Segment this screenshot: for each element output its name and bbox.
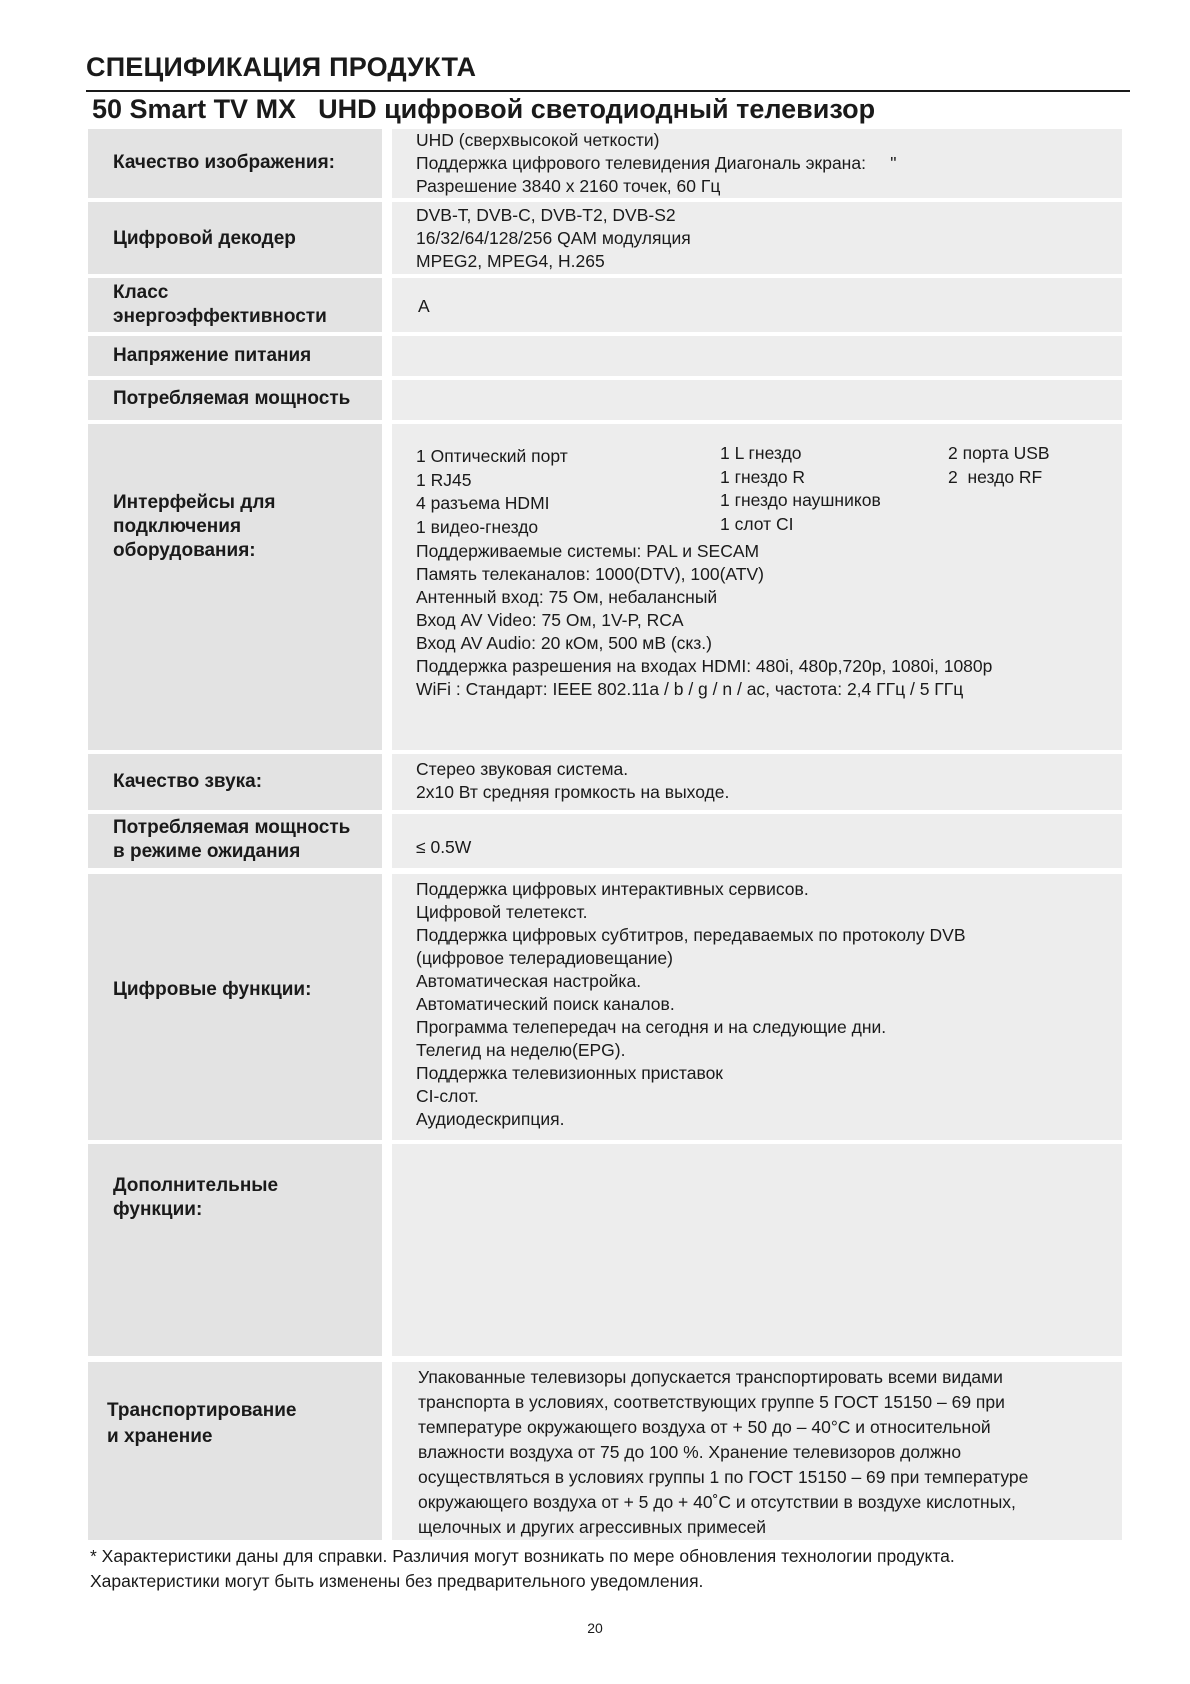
spec-label-cell (88, 874, 382, 1140)
value-line: Антенный вход: 75 Ом, небалансный (416, 587, 718, 607)
value-line: (цифровое телерадиовещание) (416, 948, 673, 968)
spec-label-cell (88, 1144, 382, 1356)
spec-value: ≤ 0.5W (416, 837, 472, 857)
label-line: Потребляемая мощность (113, 817, 351, 838)
interface-item: 1 RJ45 (416, 469, 472, 490)
interface-item: 1 Оптический порт (416, 446, 568, 466)
spec-value-cell (392, 814, 1122, 868)
spec-label-cell (88, 424, 382, 750)
label-line: оборудования: (113, 540, 256, 561)
spec-row-transport-storage (88, 1362, 1122, 1540)
interface-item: 1 гнездо наушников (720, 490, 881, 510)
value-line: CI-слот. (416, 1086, 479, 1106)
value-line: 16/32/64/128/256 QAM модуляция (416, 228, 691, 248)
title-divider (86, 90, 1130, 92)
spec-label-cell (88, 336, 382, 376)
interface-item: 1 видео-гнездо (416, 516, 539, 537)
value-line: окружающего воздуха от + 5 до + 40˚С и отсутствии в воздухе кислотных, (418, 1492, 1016, 1512)
spec-row-standby (88, 814, 1122, 868)
spec-label: Цифровые функции: (113, 979, 312, 1000)
value-line: DVB-T, DVB-C, DVB-T2, DVB-S2 (416, 205, 676, 225)
spec-label-cell (88, 278, 382, 332)
value-line: Разрешение 3840 х 2160 точек, 60 Гц (416, 176, 721, 196)
interfaces-grid (416, 442, 1126, 542)
value-line: щелочных и других агрессивных примесей (418, 1517, 767, 1537)
page-number: 20 (587, 1620, 603, 1636)
value-line: Вход AV Video: 75 Ом, 1V-P, RCA (416, 610, 684, 630)
spec-label-cell (88, 202, 382, 274)
spec-value-cell (392, 754, 1122, 810)
value-line: Поддержка телевизионных приставок (416, 1063, 723, 1083)
spec-label (113, 491, 276, 563)
spec-value-cell (392, 278, 1122, 332)
spec-label: Цифровой декодер (113, 228, 296, 249)
spec-label (113, 281, 327, 329)
interface-item: 1 гнездо R (720, 466, 806, 487)
label-line: функции: (113, 1199, 203, 1220)
spec-value (416, 204, 691, 273)
page-title: СПЕЦИФИКАЦИЯ ПРОДУКТА (86, 52, 477, 82)
value-line: Автоматическая настройка. (416, 971, 642, 991)
product-type: UHD цифровой светодиодный телевизор (318, 94, 876, 124)
spec-row-energy-class (88, 278, 1122, 332)
spec-label: Качество звука: (113, 771, 263, 792)
interfaces-col-1 (416, 445, 568, 539)
value-line: Поддержка цифровых интерактивных сервисов. (416, 879, 809, 899)
value-line: Программа телепередач на сегодня и на следующие дни. (416, 1017, 887, 1037)
value-line: Телегид на неделю(EPG). (416, 1040, 626, 1060)
spec-row-decoder (88, 202, 1122, 274)
value-line: транспорта в условиях, соответствующих группе 5 ГОСТ 15150 – 69 при (418, 1392, 1005, 1412)
footnote-line: * Характеристики даны для справки. Различия могут возникать по мере обновления технологии продукта. (90, 1546, 955, 1566)
spec-label (113, 816, 350, 864)
spec-value-cell (392, 202, 1122, 274)
interface-item: 4 разъема HDMI (416, 493, 550, 513)
value-line: осуществляться в условиях группы 1 по ГОСТ 15150 – 69 при температуре (418, 1467, 1029, 1487)
product-subtitle (92, 94, 875, 125)
spec-label-cell (88, 129, 382, 198)
spec-row-power (88, 380, 1122, 420)
spec-row-voltage (88, 336, 1122, 376)
spec-label: Качество изображения: (113, 152, 335, 173)
spec-value-cell (392, 336, 1122, 376)
value-line: Память телеканалов: 1000(DTV), 100(ATV) (416, 564, 764, 584)
spec-label (107, 1398, 296, 1450)
spec-label: Напряжение питания (113, 345, 312, 366)
interface-item: 1 L гнездо (720, 443, 802, 463)
value-line: UHD (сверхвысокой четкости) (416, 130, 660, 150)
spec-value (416, 878, 966, 1131)
value-line: Упакованные телевизоры допускается транспортировать всеми видами (418, 1367, 1003, 1387)
label-line: Транспортирование (107, 1400, 297, 1421)
spec-row-additional-functions (88, 1144, 1122, 1356)
value-line: MPEG2, MPEG4, H.265 (416, 251, 605, 271)
label-line: в режиме ожидания (113, 841, 301, 862)
footnote-line: Характеристики могут быть изменены без предварительного уведомления. (90, 1571, 704, 1591)
spec-value-cell (392, 380, 1122, 420)
spec-value (416, 129, 896, 198)
spec-value-cell (392, 1144, 1122, 1356)
value-line: 2x10 Вт средняя громкость на выходе. (416, 782, 730, 802)
interface-item: 1 слот CI (720, 513, 794, 534)
spec-value-cell (392, 129, 1122, 198)
interface-item: 2 порта USB (948, 443, 1050, 463)
spec-row-digital-functions (88, 874, 1122, 1140)
value-line: Аудиодескрипция. (416, 1109, 565, 1129)
value-line: Стерео звуковая система. (416, 759, 629, 779)
label-line: энергоэффективности (113, 306, 327, 327)
value-line: Вход AV Audio: 20 кОм, 500 мВ (скз.) (416, 633, 712, 653)
model-name: 50 Smart TV MX (92, 94, 297, 124)
spec-label-cell (88, 754, 382, 810)
value-line: Поддержка цифровых субтитров, передаваемых по протоколу DVB (416, 925, 966, 945)
value-line: Автоматический поиск каналов. (416, 994, 675, 1014)
spec-row-interfaces (88, 424, 1122, 750)
spec-label-cell (88, 814, 382, 868)
spec-label (113, 1174, 278, 1222)
label-line: Интерфейсы для (113, 492, 276, 513)
label-line: и хранение (107, 1426, 213, 1447)
spec-row-sound (88, 754, 1122, 810)
value-line: температуре окружающего воздуха от + 50 до – 40°С и относительной (418, 1417, 991, 1437)
spec-value (418, 1365, 1028, 1540)
value-line: Цифровой телетекст. (416, 902, 588, 922)
spec-value (416, 540, 992, 701)
spec-label-cell (88, 1362, 382, 1540)
spec-value-cell (392, 874, 1122, 1140)
value-line: Поддерживаемые системы: PAL и SECAM (416, 541, 760, 561)
interface-item: 2 нездо RF (948, 466, 1043, 487)
spec-row-picture (88, 129, 1122, 198)
value-line: Поддержка цифрового телевидения Диагональ экрана: " (416, 153, 897, 173)
value-line: Поддержка разрешения на входах HDMI: 480i, 480p,720p, 1080i, 1080p (416, 656, 993, 676)
footnote (90, 1544, 955, 1594)
spec-value: A (418, 296, 430, 316)
spec-label: Потребляемая мощность (113, 388, 351, 409)
spec-value-cell (392, 1362, 1122, 1540)
interfaces-col-2 (720, 442, 881, 536)
value-line: WiFi : Стандарт: IEEE 802.11a / b / g / n / ac, частота: 2,4 ГГц / 5 ГГц (416, 679, 964, 699)
interfaces-col-3 (948, 442, 1050, 489)
spec-value (416, 758, 729, 804)
label-line: Дополнительные (113, 1175, 279, 1196)
value-line: влажности воздуха от 75 до 100 %. Хранение телевизоров должно (418, 1442, 962, 1462)
spec-label-cell (88, 380, 382, 420)
label-line: Класс (113, 282, 169, 303)
label-line: подключения (113, 516, 242, 537)
spec-value-cell (392, 424, 1122, 750)
